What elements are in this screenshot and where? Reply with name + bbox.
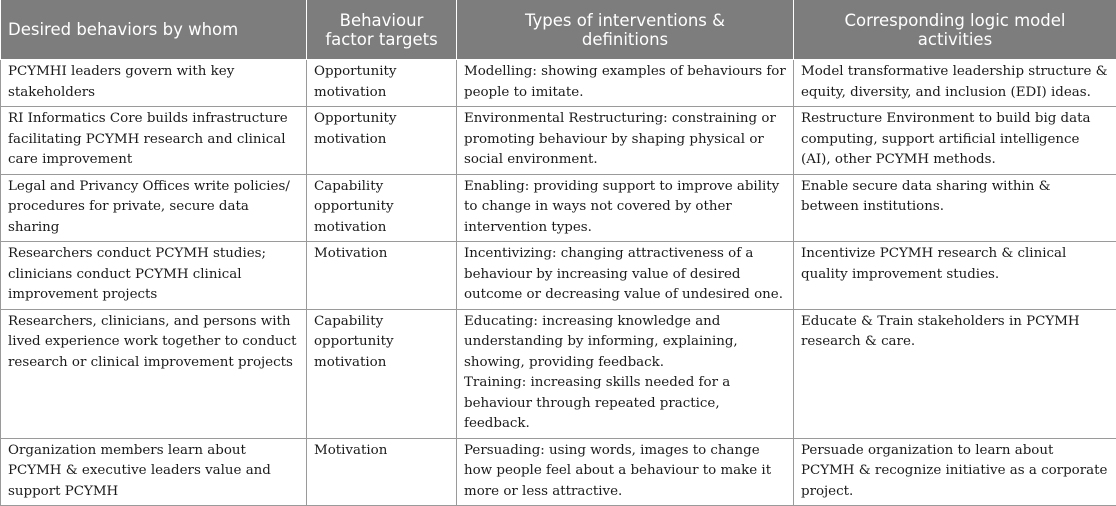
cell-activities: Model transformative leadership structure & equity, diversity, and inclusion (EDI) ideas. <box>794 60 1116 107</box>
intervention-text: Enabling: providing support to improve ability to change in ways not covered by other intervention types. <box>464 177 786 239</box>
header-row <box>1 0 1116 60</box>
table-row <box>1 242 1116 310</box>
cell-interventions <box>457 60 794 107</box>
cell-interventions <box>457 107 794 175</box>
table-row <box>1 60 1116 107</box>
cell-activities: Incentivize PCYMH research & clinical quality improvement studies. <box>794 242 1116 310</box>
intervention-text: Incentivizing: changing attractiveness of a behaviour by increasing value of desired outcome or decreasing value of undesired one. <box>464 244 786 306</box>
cell-interventions <box>457 174 794 242</box>
cell-who: Legal and Privancy Offices write policies/ procedures for private, secure data sharing <box>1 174 307 242</box>
header-col3-line1: Types of interventions & <box>525 11 725 30</box>
table-header <box>1 0 1116 60</box>
cell-who: Organization members learn about PCYMH & executive leaders value and support PCYMH <box>1 438 307 506</box>
cell-interventions <box>457 309 794 438</box>
cell-interventions <box>457 438 794 506</box>
cell-who: Researchers conduct PCYMH studies; clinicians conduct PCYMH clinical improvement projects <box>1 242 307 310</box>
intervention-text: Environmental Restructuring: constraining or promoting behaviour by shaping physical or social environment. <box>464 109 786 171</box>
header-col3-line2: definitions <box>582 30 668 49</box>
cell-who: Researchers, clinicians, and persons with lived experience work together to conduct research or clinical improvement projects <box>1 309 307 438</box>
cell-activities: Persuade organization to learn about PCYMH & recognize initiative as a corporate project. <box>794 438 1116 506</box>
cell-targets: Motivation <box>307 438 457 506</box>
header-behaviour-factor-targets <box>307 0 457 60</box>
table-body <box>1 60 1116 506</box>
cell-targets: Opportunity motivation <box>307 107 457 175</box>
cell-targets: Capability opportunity motivation <box>307 309 457 438</box>
cell-targets: Motivation <box>307 242 457 310</box>
header-col2-line1: Behaviour <box>340 11 424 30</box>
cell-who: PCYMHI leaders govern with key stakeholders <box>1 60 307 107</box>
cell-activities: Educate & Train stakeholders in PCYMH research & care. <box>794 309 1116 438</box>
intervention-text: Training: increasing skills needed for a behaviour through repeated practice, feedback. <box>464 373 786 435</box>
header-types-of-interventions <box>457 0 794 60</box>
intervention-text: Educating: increasing knowledge and understanding by informing, explaining, showing, providing feedback. <box>464 312 786 374</box>
table-row <box>1 107 1116 175</box>
cell-interventions <box>457 242 794 310</box>
cell-who: RI Informatics Core builds infrastructure facilitating PCYMH research and clinical care improvement <box>1 107 307 175</box>
table-row <box>1 309 1116 438</box>
intervention-text: Modelling: showing examples of behaviours for people to imitate. <box>464 62 786 103</box>
header-desired-behaviors: Desired behaviors by whom <box>1 0 307 60</box>
table-row <box>1 174 1116 242</box>
header-logic-model-activities <box>794 0 1116 60</box>
cell-targets: Capability opportunity motivation <box>307 174 457 242</box>
header-col4-line2: activities <box>918 30 992 49</box>
header-col2-line2: factor targets <box>325 30 437 49</box>
cell-activities: Enable secure data sharing within & between institutions. <box>794 174 1116 242</box>
cell-activities: Restructure Environment to build big data computing, support artificial intelligence (AI), other PCYMH methods. <box>794 107 1116 175</box>
intervention-text: Persuading: using words, images to change how people feel about a behaviour to make it more or less attractive. <box>464 441 786 503</box>
cell-targets: Opportunity motivation <box>307 60 457 107</box>
table-row <box>1 438 1116 506</box>
header-col4-line1: Corresponding logic model <box>845 11 1066 30</box>
